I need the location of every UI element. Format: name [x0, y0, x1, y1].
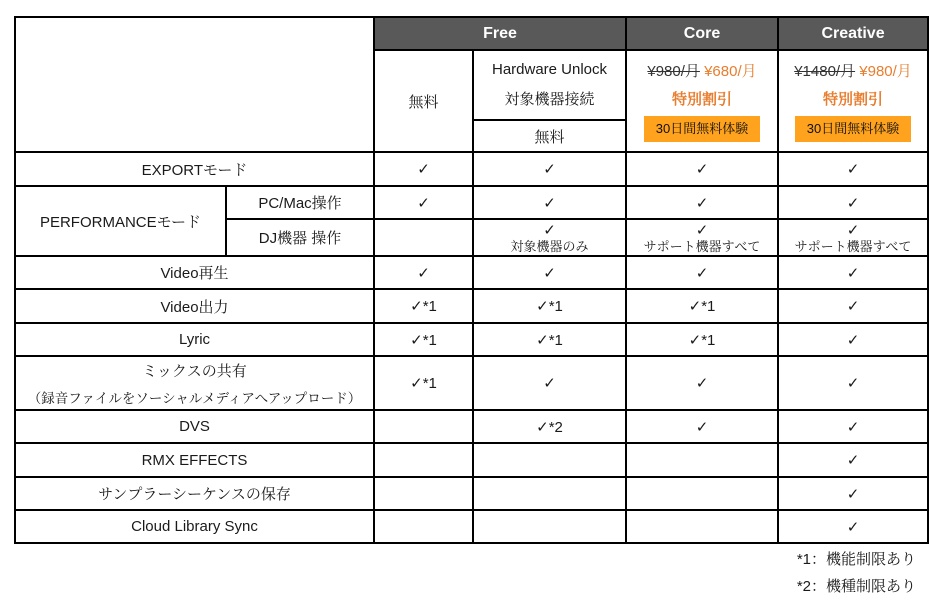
feature-cell: ✓*1 — [473, 323, 626, 356]
feature-label-cloud-library-sync: Cloud Library Sync — [15, 510, 374, 543]
feature-cell — [626, 219, 778, 256]
check-mark: ✓ — [846, 221, 860, 239]
creative-new-price: ¥980/月 — [859, 63, 912, 80]
feature-cell — [374, 443, 473, 477]
creative-pricing-cell — [778, 50, 928, 152]
creative-old-price: ¥1480/月 — [794, 63, 856, 80]
feature-cell — [778, 219, 928, 256]
feature-cell — [473, 443, 626, 477]
feature-cell — [374, 219, 473, 256]
feature-cell: ✓ — [778, 410, 928, 443]
feature-cell: ✓ — [778, 510, 928, 543]
feature-cell: ✓ — [626, 256, 778, 289]
check-mark: ✓ — [695, 221, 709, 239]
feature-cell: ✓*1 — [374, 323, 473, 356]
feature-cell: ✓ — [626, 152, 778, 186]
feature-cell — [626, 510, 778, 543]
check-mark: ✓ — [543, 221, 556, 239]
feature-cell: ✓*2 — [473, 410, 626, 443]
free-basic-price-cell: 無料 — [374, 50, 473, 152]
feature-cell: ✓ — [778, 152, 928, 186]
feature-cell: ✓ — [778, 443, 928, 477]
creative-price-line — [794, 60, 912, 81]
plan-header-core: Core — [626, 17, 778, 50]
feature-cell: ✓ — [473, 356, 626, 410]
feature-label-video-out: Video出力 — [15, 289, 374, 323]
feature-note: サポート機器すべて — [643, 238, 761, 254]
plan-header-creative: Creative — [778, 17, 928, 50]
feature-cell — [626, 443, 778, 477]
feature-cell: ✓ — [473, 152, 626, 186]
footnote-1: *1：機能制限あり — [796, 551, 916, 568]
core-old-price: ¥980/月 — [647, 63, 700, 80]
feature-cell — [374, 410, 473, 443]
feature-label-dvs: DVS — [15, 410, 374, 443]
feature-cell: ✓ — [473, 256, 626, 289]
feature-cell: ✓ — [374, 186, 473, 219]
feature-label-mix-share — [15, 356, 374, 410]
feature-cell: ✓ — [626, 186, 778, 219]
feature-cell: ✓ — [374, 152, 473, 186]
feature-cell: ✓ — [626, 410, 778, 443]
feature-cell: ✓*1 — [626, 323, 778, 356]
table-corner-cell — [15, 17, 374, 152]
feature-cell — [626, 477, 778, 510]
feature-cell — [473, 477, 626, 510]
mix-share-title: ミックスの共有 — [142, 362, 247, 380]
feature-cell: ✓ — [778, 256, 928, 289]
feature-cell: ✓ — [778, 289, 928, 323]
creative-trial-button[interactable]: 30日間無料体験 — [795, 116, 911, 142]
feature-label-dj-gear: DJ機器 操作 — [226, 219, 374, 256]
feature-cell — [473, 510, 626, 543]
plan-header-free: Free — [374, 17, 626, 50]
feature-label-pc-mac: PC/Mac操作 — [226, 186, 374, 219]
feature-cell: ✓*1 — [374, 289, 473, 323]
core-pricing-cell — [626, 50, 778, 152]
feature-cell — [473, 219, 626, 256]
feature-note: 対象機器のみ — [510, 238, 589, 254]
core-new-price: ¥680/月 — [704, 63, 757, 80]
feature-cell — [374, 477, 473, 510]
feature-note: サポート機器すべて — [794, 238, 912, 254]
feature-label-lyric: Lyric — [15, 323, 374, 356]
feature-cell: ✓ — [778, 356, 928, 410]
feature-cell: ✓ — [778, 477, 928, 510]
core-trial-button[interactable]: 30日間無料体験 — [644, 116, 760, 142]
feature-cell: ✓ — [626, 356, 778, 410]
mix-share-subtitle: （録音ファイルをソーシャルメディアへアップロード） — [27, 390, 362, 406]
feature-cell: ✓ — [778, 323, 928, 356]
hardware-unlock-title: Hardware Unlock — [491, 61, 608, 79]
plan-comparison-table — [14, 16, 929, 544]
free-hardware-unlock-price-cell: 無料 — [473, 120, 626, 152]
feature-label-performance-mode: PERFORMANCEモード — [15, 186, 226, 256]
feature-cell: ✓ — [374, 256, 473, 289]
feature-cell: ✓ — [473, 186, 626, 219]
feature-cell — [374, 510, 473, 543]
feature-label-video-play: Video再生 — [15, 256, 374, 289]
core-price-line — [647, 60, 756, 81]
footnotes — [797, 546, 916, 600]
feature-cell: ✓*1 — [374, 356, 473, 410]
feature-label-export-mode: EXPORTモード — [15, 152, 374, 186]
feature-label-rmx-effects: RMX EFFECTS — [15, 443, 374, 477]
free-hardware-unlock-cell — [473, 50, 626, 120]
feature-cell: ✓*1 — [626, 289, 778, 323]
creative-discount-label: 特別割引 — [823, 91, 884, 108]
feature-cell: ✓ — [778, 186, 928, 219]
feature-cell: ✓*1 — [473, 289, 626, 323]
hardware-unlock-subtitle: 対象機器接続 — [504, 90, 595, 108]
core-discount-label: 特別割引 — [672, 91, 733, 108]
feature-label-sampler-save: サンプラーシーケンスの保存 — [15, 477, 374, 510]
footnote-2: *2：機種制限あり — [796, 578, 916, 595]
